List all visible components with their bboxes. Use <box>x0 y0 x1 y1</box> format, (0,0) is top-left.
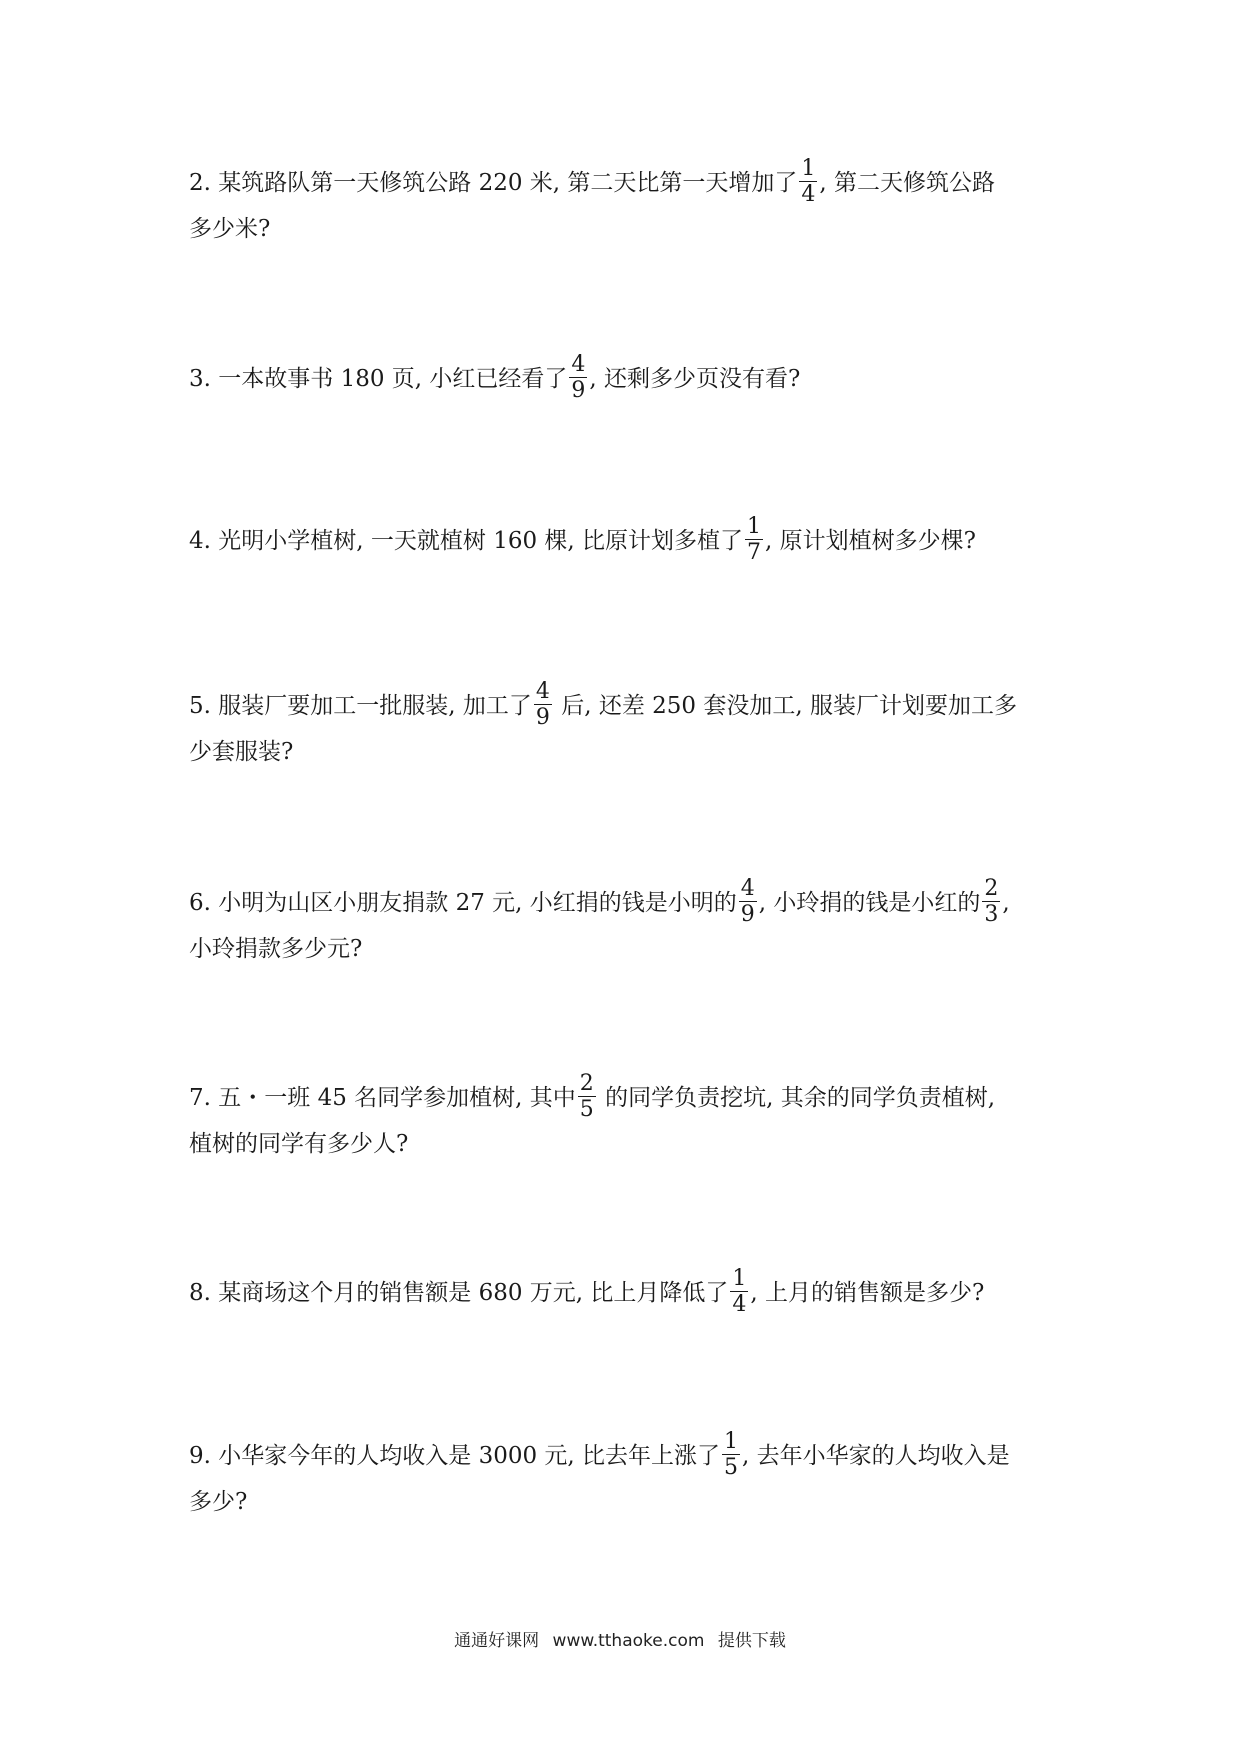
fraction-denominator: 3 <box>984 902 999 927</box>
problem-line <box>189 679 1069 730</box>
problem-text: 5. 服装厂要加工一批服装, 加工了 <box>189 693 532 719</box>
problem-line <box>189 156 1069 207</box>
fraction <box>722 1431 740 1479</box>
problem-4 <box>189 514 1069 565</box>
fraction-denominator: 4 <box>801 182 816 207</box>
problem-text: 3. 一本故事书 180 页, 小红已经看了 <box>189 366 568 392</box>
problem-line <box>189 729 1069 775</box>
problem-line <box>189 1071 1069 1122</box>
problem-line <box>189 1479 1069 1525</box>
problem-line <box>189 1121 1069 1167</box>
problem-text: , 去年小华家的人均收入是 <box>742 1443 1010 1469</box>
problem-text: , <box>1002 890 1010 916</box>
problem-text: 植树的同学有多少人? <box>189 1131 409 1157</box>
fraction-denominator: 9 <box>740 902 755 927</box>
fraction-numerator: 1 <box>724 1429 739 1454</box>
problem-text: 4. 光明小学植树, 一天就植树 160 棵, 比原计划多植了 <box>189 528 744 554</box>
fraction <box>534 681 552 729</box>
fraction-numerator: 1 <box>747 514 762 539</box>
problem-text: , 还剩多少页没有看? <box>589 366 801 392</box>
problem-text: 的同学负责挖坑, 其余的同学负责植树, <box>597 1085 996 1111</box>
fraction <box>569 354 587 402</box>
fraction-denominator: 9 <box>535 705 550 730</box>
fraction-denominator: 5 <box>579 1097 594 1122</box>
problem-8 <box>189 1266 1069 1317</box>
problem-6 <box>189 876 1069 972</box>
problem-text: , 小玲捐的钱是小红的 <box>758 890 981 916</box>
problem-line <box>189 1266 1069 1317</box>
fraction-numerator: 4 <box>740 876 755 901</box>
fraction <box>799 158 817 206</box>
problem-text: 小玲捐款多少元? <box>189 936 363 962</box>
problem-line <box>189 514 1069 565</box>
problem-text: , 第二天修筑公路 <box>819 170 996 196</box>
fraction-denominator: 9 <box>571 378 586 403</box>
problem-line <box>189 926 1069 972</box>
page-footer <box>0 1626 1240 1651</box>
fraction <box>730 1268 748 1316</box>
problem-text: 6. 小明为山区小朋友捐款 27 元, 小红捐的钱是小明的 <box>189 890 737 916</box>
fraction-numerator: 2 <box>984 876 999 901</box>
fraction-denominator: 5 <box>724 1455 739 1480</box>
fraction <box>739 878 757 926</box>
problem-line <box>189 1429 1069 1480</box>
fraction <box>578 1073 596 1121</box>
problem-5 <box>189 679 1069 775</box>
problem-text: 8. 某商场这个月的销售额是 680 万元, 比上月降低了 <box>189 1280 729 1306</box>
problem-line <box>189 206 1069 252</box>
fraction-numerator: 4 <box>571 352 586 377</box>
fraction-numerator: 4 <box>535 679 550 704</box>
problem-text: 多少? <box>189 1489 248 1515</box>
footer-tail: 提供下载 <box>717 1631 786 1651</box>
problem-text: , 上月的销售额是多少? <box>750 1280 985 1306</box>
problem-line <box>189 876 1069 927</box>
fraction <box>745 516 763 564</box>
problem-text: 7. 五・一班 45 名同学参加植树, 其中 <box>189 1085 576 1111</box>
problem-text: 多少米? <box>189 216 271 242</box>
problem-9 <box>189 1429 1069 1525</box>
fraction-numerator: 1 <box>732 1266 747 1291</box>
problem-3 <box>189 352 1069 403</box>
fraction-denominator: 4 <box>732 1292 747 1317</box>
problem-text: 9. 小华家今年的人均收入是 3000 元, 比去年上涨了 <box>189 1443 721 1469</box>
fraction <box>982 878 1000 926</box>
problem-7 <box>189 1071 1069 1167</box>
problem-line <box>189 352 1069 403</box>
problem-2 <box>189 156 1069 252</box>
fraction-numerator: 1 <box>801 156 816 181</box>
fraction-numerator: 2 <box>579 1071 594 1096</box>
problem-text: 后, 还差 250 套没加工, 服装厂计划要加工多 <box>553 693 1017 719</box>
footer-site-name: 通通好课网 <box>454 1631 540 1651</box>
footer-url[interactable]: www.tthaoke.com <box>552 1631 705 1651</box>
problem-text: 少套服装? <box>189 739 294 765</box>
fraction-denominator: 7 <box>747 540 762 565</box>
problem-text: 2. 某筑路队第一天修筑公路 220 米, 第二天比第一天增加了 <box>189 170 798 196</box>
problem-text: , 原计划植树多少棵? <box>765 528 976 554</box>
